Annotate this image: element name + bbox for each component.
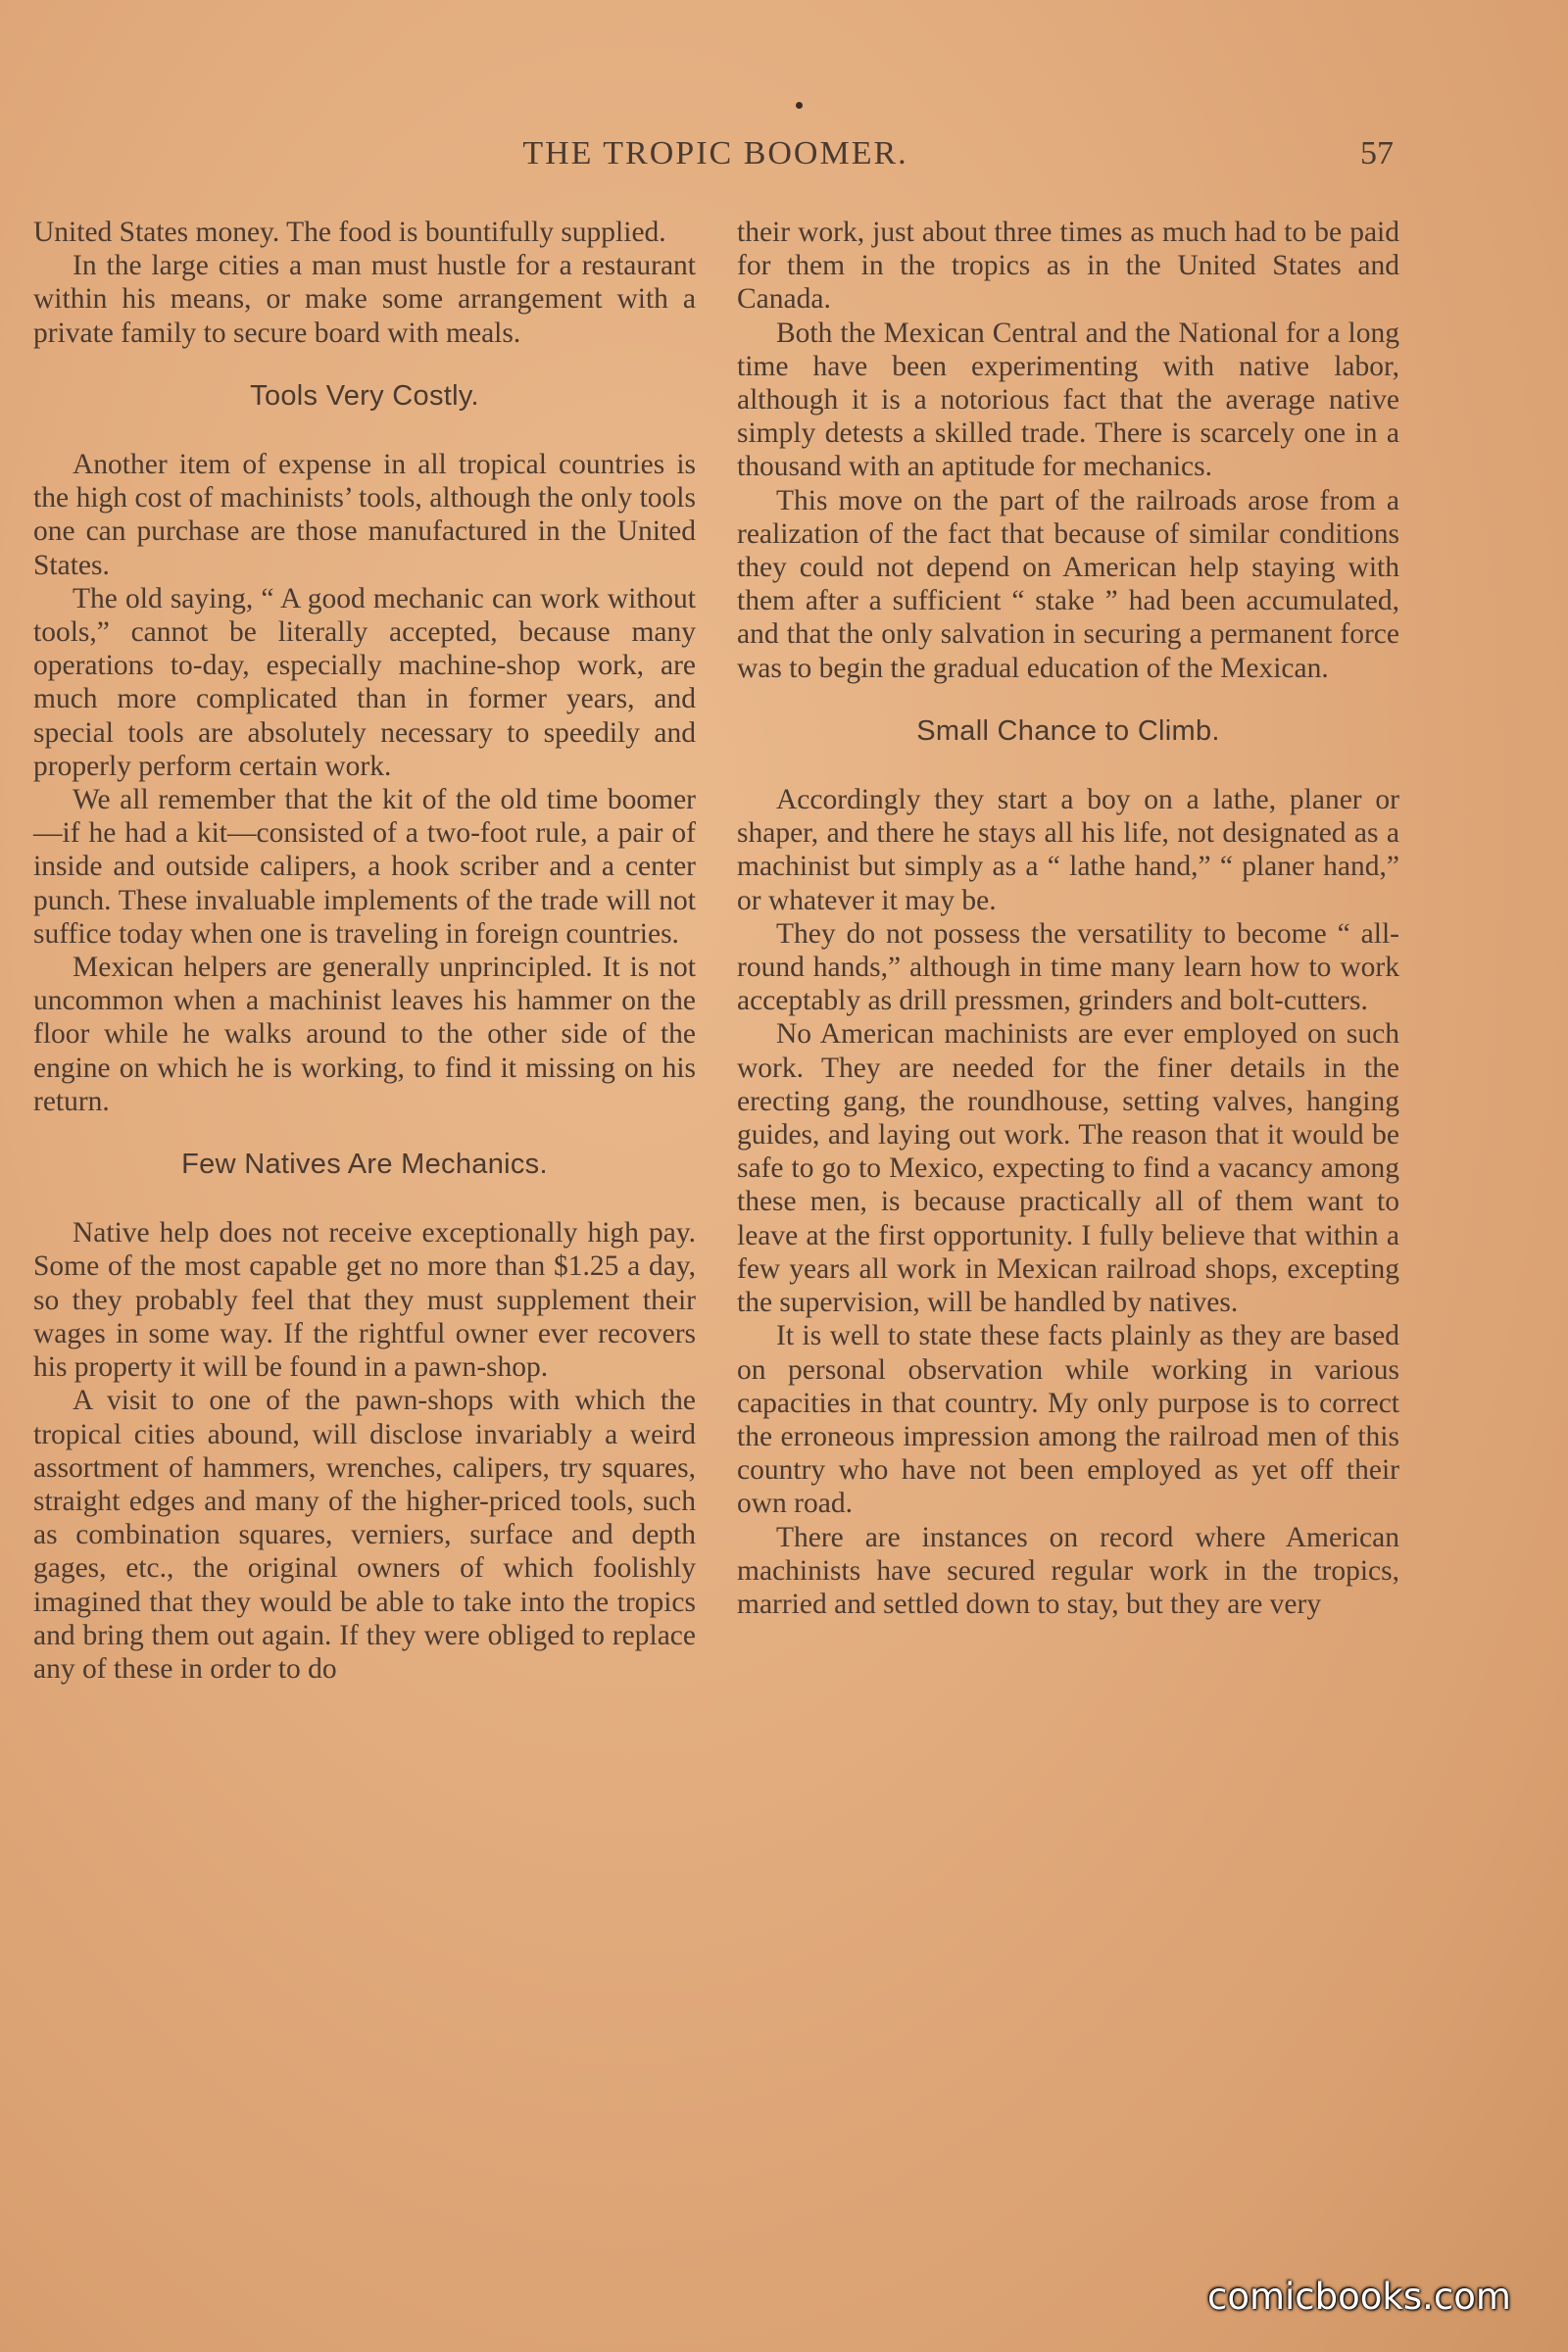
section-heading: Tools Very Costly. <box>250 379 479 412</box>
section-heading: Few Natives Are Mechanics. <box>181 1149 548 1181</box>
paragraph: Accordingly they start a boy on a lathe, planer or shaper, and there he stays all his life, not designated as a machinist but simply as a “ lathe hand,” “ planer hand,” or whatever it may be. <box>737 784 1399 916</box>
left-column <box>33 216 696 1686</box>
paragraph: Mexican helpers are generally unprincipled. It is not uncommon when a machinist leaves his hammer on the floor while he walks around to the other side of the engine on which he is working, to find it missing on his return. <box>33 952 696 1117</box>
paragraph: A visit to one of the pawn-shops with which the tropical cities abound, will disclose invariably a weird assortment of hammers, wrenches, calipers, try squares, straight edges and many of the higher-priced tools, such as combination squares, verniers, surface and depth gages, etc., the original owners of which foolishly imagined that they would be able to take into the tropics and bring them out again. If they were obliged to replace any of these in order to do <box>33 1385 696 1685</box>
right-column <box>737 216 1399 1621</box>
watermark: comicbooks.com <box>1207 2276 1511 2318</box>
paragraph: It is well to state these facts plainly as they are based on personal observation while working in various capacities in that country. My only purpose is to correct the erroneous impression among the railroad men of this country who have not been employed as yet off their own road. <box>737 1320 1399 1520</box>
paragraph: In the large cities a man must hustle for a restaurant within his means, or make some arrangement with a private family to secure board with meals. <box>33 250 696 349</box>
ornament-dot <box>796 102 803 109</box>
paragraph: We all remember that the kit of the old time boomer—if he had a kit—consisted of a two-foot rule, a pair of inside and outside calipers, a hook scriber and a center punch. These invaluable implements of the trade will not suffice today when one is traveling in foreign countries. <box>33 784 696 950</box>
page-number: 57 <box>1360 135 1394 172</box>
paragraph: their work, just about three times as much had to be paid for them in the tropics as in the United States and Canada. <box>737 217 1399 316</box>
paragraph: There are instances on record where American machinists have secured regular work in the tropics, married and settled down to stay, but they are very <box>737 1521 1399 1620</box>
paragraph: Native help does not receive exceptionally high pay. Some of the most capable get no more than $1.25 a day, so they probably feel that they must supplement their wages in some way. If the rightful owner ever recovers his property it will be found in a pawn-shop. <box>33 1217 696 1384</box>
section-heading: Small Chance to Climb. <box>916 714 1220 747</box>
paragraph: The old saying, “ A good mechanic can work without tools,” cannot be literally accepted, because many operations to-day, especially machine-shop work, are much more complicated than in former years, and special tools are absolutely necessary to speedily and properly perform certain work. <box>33 582 696 782</box>
paragraph: United States money. The food is bountifully supplied. <box>33 217 666 248</box>
paragraph: This move on the part of the railroads arose from a realization of the fact that because of similar conditions they could not depend on American help staying with them after a sufficient “ stake ” had been accumulated, and that the only salvation in securing a permanent force was to begin the gradual education of the Mexican. <box>737 484 1399 684</box>
paragraph: Another item of expense in all tropical countries is the high cost of machinists’ tools, although the only tools one can purchase are those manufactured in the United States. <box>33 449 696 581</box>
paragraph: Both the Mexican Central and the National for a long time have been experimenting with native labor, although it is a notorious fact that the average native simply detests a skilled trade. There is scarcely one in a thousand with an aptitude for mechanics. <box>737 317 1399 483</box>
paragraph: No American machinists are ever employed on such work. They are needed for the finer details in the erecting gang, the roundhouse, setting valves, hanging guides, and laying out work. The reason that it would be safe to go to Mexico, expecting to find a vacancy among these men, is because practically all of them want to leave at the first opportunity. I fully believe that within a few years all work in Mexican railroad shops, excepting the supervision, will be handled by natives. <box>737 1018 1399 1319</box>
paragraph: They do not possess the versatility to become “ all-round hands,” although in time many learn how to work acceptably as drill pressmen, grinders and bolt-cutters. <box>737 917 1399 1017</box>
running-title: THE TROPIC BOOMER. <box>522 135 908 172</box>
